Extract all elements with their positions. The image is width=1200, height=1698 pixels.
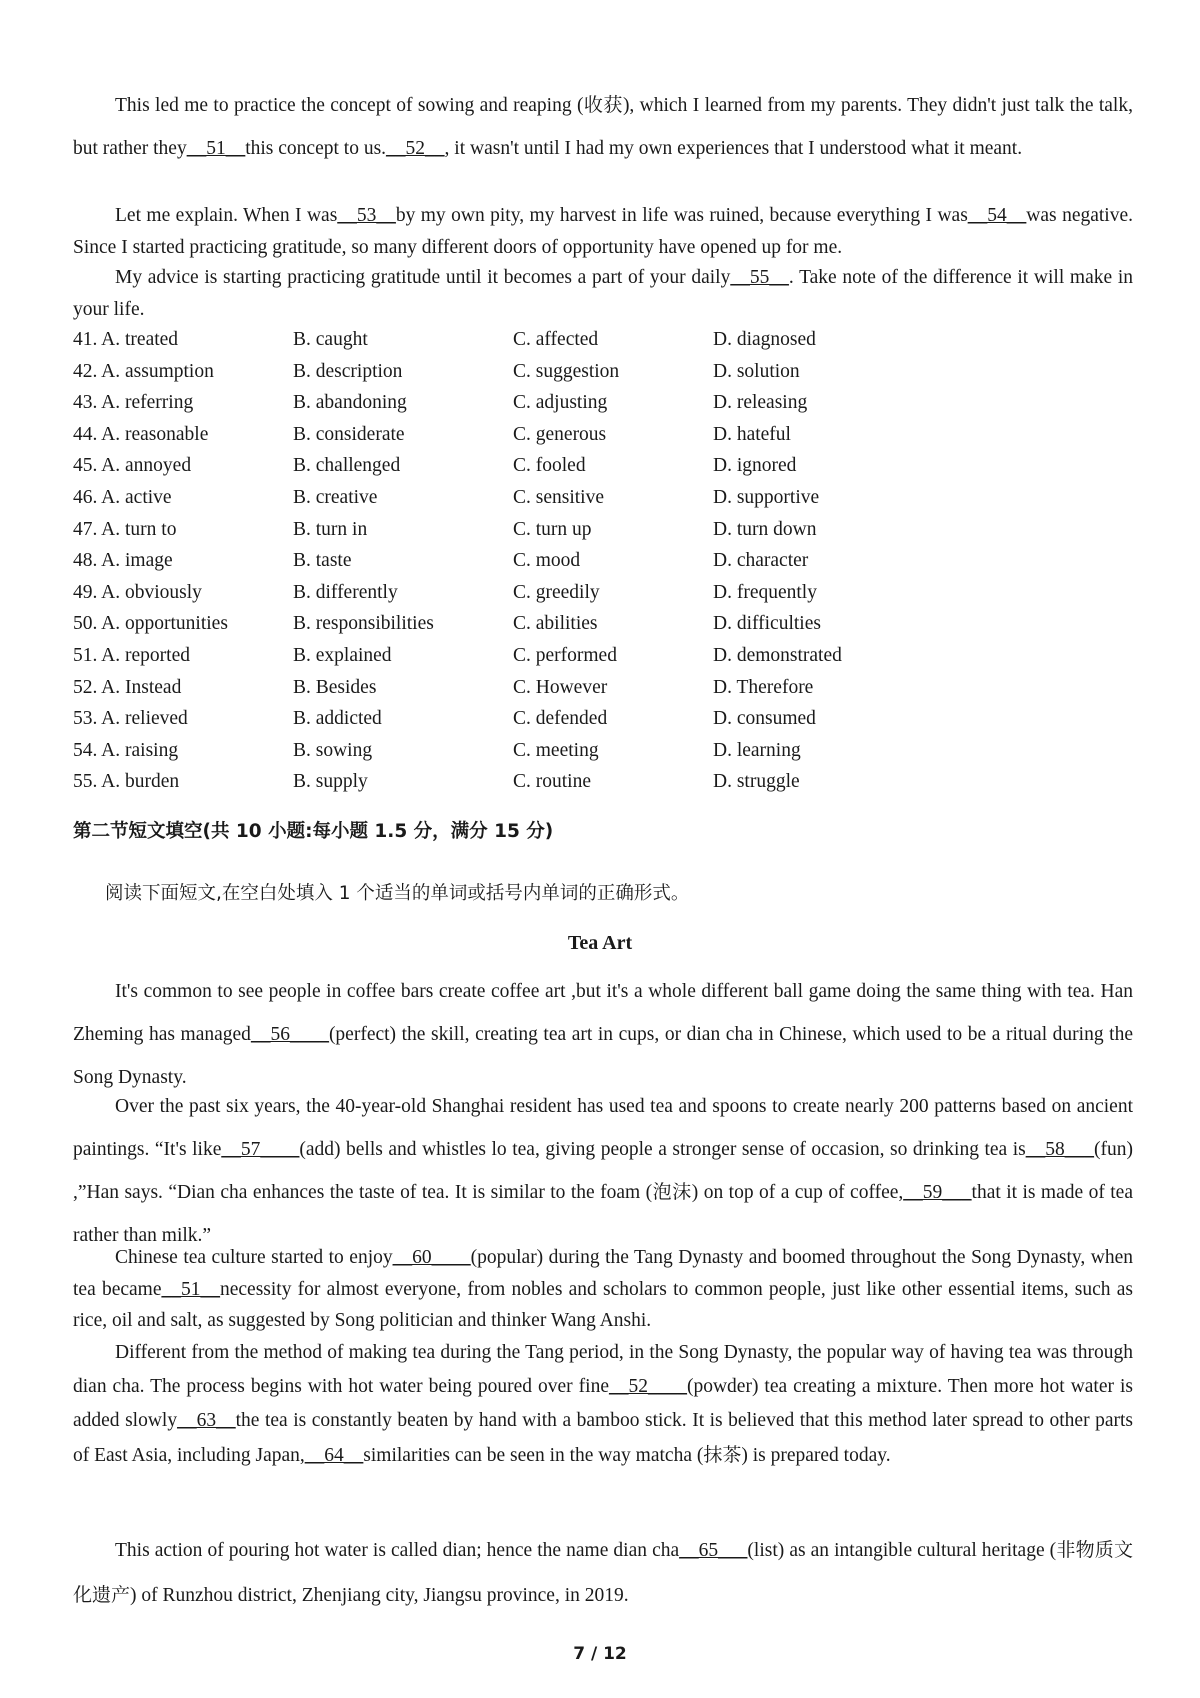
- option-row: [73, 545, 973, 576]
- option-row: [73, 482, 973, 513]
- tea-paragraph-2: Over the past six years, the 40-year-old Shanghai resident has used tea and spoons to create nearly 200 patterns based on ancient paintings. “It's like__57____(add) bells and whistles lo tea, giving people a stronger sense of occasion, so drinking tea is__58___(fun) ,”Han says. “Dian cha enhances the taste of tea. It is similar to the foam (泡沫) on top of a cup of coffee,__59___that it is made of tea rather than milk.”: [73, 1096, 1133, 1246]
- option-b: B. differently: [293, 581, 398, 603]
- blank-63: __63__: [177, 1410, 236, 1431]
- option-row: [73, 419, 973, 450]
- tea-paragraph-1: It's common to see people in coffee bars create coffee art ,but it's a whole different ball game doing the same thing with tea. Han Zheming has managed__56____(perfect) the skill, creating tea art in cups, or dian cha in Chinese, which used to be a ritual during the Song Dynasty.: [73, 981, 1133, 1088]
- option-row: [73, 766, 973, 797]
- option-b: B. turn in: [293, 518, 368, 540]
- blank-53: __53__: [337, 205, 396, 226]
- option-d: D. struggle: [713, 771, 800, 793]
- section-instruction: 阅读下面短文,在空白处填入 1 个适当的单词或括号内单词的正确形式。: [105, 883, 690, 904]
- option-d: D. releasing: [713, 392, 808, 414]
- option-c: C. abilities: [513, 613, 598, 635]
- blank-54: __54__: [967, 205, 1027, 226]
- blank-56: __56____: [250, 1024, 329, 1045]
- option-a: 41. A. treated: [73, 329, 179, 350]
- blank-51: __51__: [186, 138, 246, 159]
- option-row: [73, 672, 973, 703]
- option-a: 44. A. reasonable: [73, 423, 209, 445]
- option-c: C. defended: [513, 708, 608, 730]
- option-b: B. Besides: [293, 676, 377, 698]
- cloze-paragraph-3: My advice is starting practicing gratitude until it becomes a part of your daily__55__. Take note of the difference it will make in your life.: [73, 267, 1133, 320]
- option-row: [73, 324, 973, 355]
- option-a: 54. A. raising: [73, 739, 179, 761]
- option-d: D. diagnosed: [713, 329, 816, 350]
- option-c: C. generous: [513, 423, 607, 445]
- option-c: C. affected: [513, 329, 599, 350]
- option-row: [73, 735, 973, 766]
- blank-62: __52____: [608, 1376, 687, 1397]
- blank-65: __65___: [679, 1540, 748, 1561]
- option-a: 51. A. reported: [73, 645, 190, 666]
- blank-52: __52__: [386, 138, 445, 159]
- option-d: D. solution: [713, 360, 800, 382]
- option-d: D. consumed: [713, 708, 816, 730]
- option-d: D. Therefore: [713, 676, 814, 698]
- option-a: 45. A. annoyed: [73, 455, 192, 477]
- option-c: C. However: [513, 676, 608, 698]
- option-c: C. mood: [513, 550, 581, 572]
- option-a: 47. A. turn to: [73, 518, 177, 540]
- page-number: 7 / 12: [573, 1644, 627, 1664]
- option-b: B. explained: [293, 645, 392, 666]
- option-c: C. performed: [513, 645, 617, 666]
- blank-59: __59___: [903, 1182, 972, 1203]
- option-row: [73, 450, 973, 481]
- option-c: C. fooled: [513, 455, 586, 477]
- option-a: 50. A. opportunities: [73, 613, 228, 635]
- option-d: D. frequently: [713, 581, 817, 603]
- option-row: [73, 577, 973, 608]
- option-c: C. adjusting: [513, 392, 608, 414]
- tea-paragraph-5: This action of pouring hot water is called dian; hence the name dian cha__65___(list) as an intangible cultural heritage (非物质文化遗产) of Runzhou district, Zhenjiang city, Jiangsu province, in 2019.: [73, 1539, 1133, 1606]
- option-c: C. greedily: [513, 581, 600, 603]
- option-d: D. demonstrated: [713, 645, 842, 666]
- option-row: [73, 608, 973, 639]
- option-b: B. supply: [293, 771, 368, 793]
- option-b: B. addicted: [293, 708, 382, 730]
- blank-58: __58___: [1025, 1139, 1095, 1160]
- option-b: B. creative: [293, 487, 378, 508]
- option-a: 43. A. referring: [73, 392, 194, 414]
- option-d: D. ignored: [713, 455, 797, 477]
- option-d: D. difficulties: [713, 613, 821, 635]
- passage-title: Tea Art: [567, 932, 633, 954]
- option-row: [73, 356, 973, 387]
- blank-64: __64__: [304, 1445, 364, 1466]
- option-c: C. routine: [513, 771, 591, 793]
- option-d: D. supportive: [713, 487, 820, 508]
- option-row: [73, 514, 973, 545]
- blank-57: __57____: [221, 1139, 300, 1160]
- option-a: 55. A. burden: [73, 771, 180, 793]
- cloze-paragraph-2: Let me explain. When I was__53__by my own pity, my harvest in life was ruined, because everything I was__54__was negative. Since I started practicing gratitude, so many different doors of opportunity have opened up for me.: [73, 205, 1133, 258]
- tea-paragraph-4: Different from the method of making tea during the Tang period, in the Song Dynasty, the popular way of having tea was through dian cha. The process begins with hot water being poured over fine__52____(powder) tea creating a mixture. Then more hot water is added slowly__63__the tea is constantly beaten by hand with a bamboo stick. It is believed that this method later spread to other parts of East Asia, including Japan,__64__similarities can be seen in the way matcha (抹茶) is prepared today.: [73, 1342, 1133, 1466]
- option-a: 46. A. active: [73, 487, 172, 508]
- cloze-paragraph-1: This led me to practice the concept of sowing and reaping (收获), which I learned from my parents. They didn't just talk the talk, but rather they__51__this concept to us.__52__, it wasn't until I had my own experiences that I understood what it meant.: [73, 94, 1133, 159]
- option-b: B. description: [293, 360, 403, 382]
- blank-55: __55__: [730, 267, 789, 288]
- option-c: C. meeting: [513, 739, 599, 761]
- option-c: C. turn up: [513, 518, 592, 540]
- option-b: B. abandoning: [293, 392, 407, 414]
- option-c: C. suggestion: [513, 360, 620, 382]
- option-d: D. hateful: [713, 423, 791, 445]
- blank-60: __60____: [392, 1247, 471, 1268]
- option-b: B. responsibilities: [293, 613, 434, 635]
- option-b: B. considerate: [293, 423, 405, 445]
- option-d: D. turn down: [713, 518, 817, 540]
- option-a: 52. A. Instead: [73, 676, 182, 698]
- option-row: [73, 703, 973, 734]
- option-row: [73, 387, 973, 418]
- option-a: 53. A. relieved: [73, 708, 188, 730]
- option-a: 42. A. assumption: [73, 360, 214, 382]
- option-a: 48. A. image: [73, 550, 173, 572]
- blank-61: __51__: [161, 1278, 220, 1300]
- option-c: C. sensitive: [513, 487, 604, 508]
- option-row: [73, 640, 973, 671]
- option-b: B. taste: [293, 550, 352, 572]
- option-d: D. character: [713, 550, 809, 572]
- option-b: B. challenged: [293, 455, 401, 477]
- option-d: D. learning: [713, 739, 801, 761]
- option-a: 49. A. obviously: [73, 581, 202, 603]
- option-b: B. sowing: [293, 739, 373, 761]
- section-heading: 第二节短文填空(共 10 小题:每小题 1.5 分，满分 15 分): [73, 821, 554, 842]
- option-b: B. caught: [293, 329, 368, 350]
- tea-paragraph-3: Chinese tea culture started to enjoy__60____(popular) during the Tang Dynasty and boomed throughout the Song Dynasty, when tea became__51__necessity for almost everyone, from nobles and scholars to common people, just like other essential items, such as rice, oil and salt, as suggested by Song politician and thinker Wang Anshi.: [73, 1247, 1133, 1331]
